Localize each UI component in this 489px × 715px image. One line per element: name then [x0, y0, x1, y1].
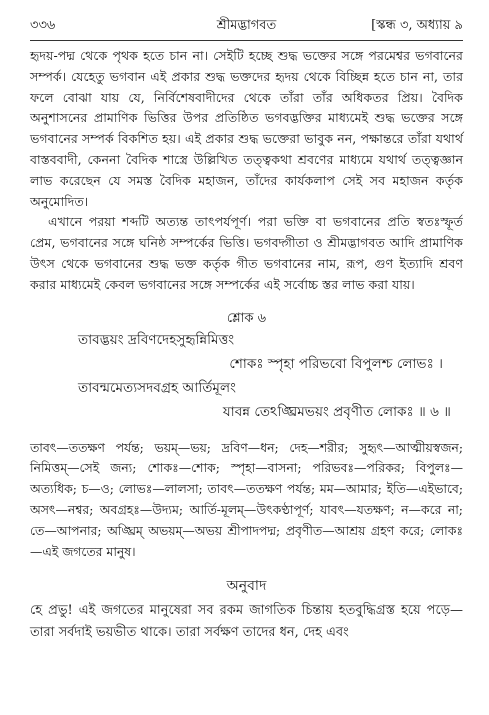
- page-number: ৩৩৬: [30, 17, 56, 33]
- verse-line: তাবদ্ভয়ং দ্রবিণদেহসুহৃন্নিমিত্তং: [78, 331, 235, 348]
- sloka-number: শ্লোক ৬: [226, 310, 267, 326]
- chapter-reference: [স্কন্ধ ৩, অধ্যায় ৯: [371, 17, 463, 33]
- page-header: [30, 16, 463, 36]
- verse-line: তাবন্মমেত্যসদবগ্রহ আর্তিমূলং: [78, 379, 236, 396]
- page-body: [30, 46, 463, 644]
- sloka-verse: [30, 328, 463, 424]
- book-title: শ্রীমদ্ভাগবত: [216, 18, 277, 33]
- verse-line: শোকঃ স্পৃহা পরিভবো বিপুলশ্চ লোভঃ ।: [229, 355, 443, 372]
- word-meanings: তাবৎ—ততক্ষণ পর্যন্ত; ভয়ম্—ভয়; দ্রবিণ—ধন; দেহ—শরীর; সুহৃৎ—আত্মীয়স্বজন; নিমিত্তম্—সেই জন্য; শোকঃ—শোক; স্পৃহা—বাসনা; পরিভবঃ—পরিকর; বিপুলঃ—অত্যধিক; চ—ও; লোভঃ—লালসা; তাবৎ—ততক্ষণ পর্যন্ত; মম—আমার; ইতি—এইভাবে; অসৎ—নশ্বর; অবগ্রহঃ—উদ্যম; আর্তি-মূলম্—উৎকণ্ঠাপূর্ণ; যাবৎ—যতক্ষণ; ন—করে না; তে—আপনার; অঙ্ঘ্রিম্ অভয়ম্—অভয় শ্রীপাদপদ্ম; প্রবৃণীত—আশ্রয় গ্রহণ করে; লোকঃ—এই জগতের মানুষ।: [30, 439, 463, 559]
- verse-line: যাবন্ন তেঽঙ্ঘ্রিমভয়ং প্রবৃণীত লোকঃ ॥ ৬ ॥: [222, 403, 451, 420]
- header-rule: [30, 40, 463, 41]
- purport-paragraph: এখানে পরয়া শব্দটি অত্যন্ত তাৎপর্যপূর্ণ। পরা ভক্তি বা ভগবানের প্রতি স্বতঃস্ফূর্ত প্রেম, ভগবানের সঙ্গে ঘনিষ্ঠ সম্পর্কের ভিত্তি। ভগবদ্গীতা ও শ্রীমদ্ভাগবত আদি প্রামাণিক উৎস থেকে ভগবানের শুদ্ধ ভক্ত কর্তৃক গীত ভগবানের নাম, রূপ, গুণ ইত্যাদি শ্রবণ করার মাধ্যমেই কেবল ভগবানের সঙ্গে সম্পর্কের এই সর্বোচ্চ স্তর লাভ করা যায়।: [30, 214, 463, 292]
- purport-paragraph: হৃদয়-পদ্ম থেকে পৃথক হতে চান না। সেইটি হচ্ছে শুদ্ধ ভক্তের সঙ্গে পরমেশ্বর ভগবানের সম্পর্ক। যেহেতু ভগবান এই প্রকার শুদ্ধ ভক্তদের হৃদয় থেকে বিচ্ছিন্ন হতে চান না, তার ফলে বোঝা যায় যে, নির্বিশেষবাদীদের থেকে তাঁরা তাঁর অধিকতর প্রিয়। বৈদিক অনুশাসনের প্রামাণিক ভিত্তির উপর প্রতিষ্ঠিত ভগবদ্ভক্তির মাধ্যমেই শুদ্ধ ভক্তের সঙ্গে ভগবানের সম্পর্ক বিকশিত হয়। এই প্রকার শুদ্ধ ভক্তেরা ভাবুক নন, পক্ষান্তরে তাঁরা যথার্থ বাস্তববাদী, কেননা বৈদিক শাস্ত্রে উল্লিখিত তত্ত্বকথা শ্রবণের মাধ্যমে যথার্থ তত্ত্বজ্ঞান লাভ করেছেন যে সমস্ত বৈদিক মহাজন, তাঁদের কার্যকলাপ সেই সব মহাজন কর্তৃক অনুমোদিত।: [30, 48, 464, 209]
- translation-heading: অনুবাদ: [226, 578, 267, 595]
- translation-text: হে প্রভু! এই জগতের মানুষেরা সব রকম জাগতিক চিন্তায় হতবুদ্ধিগ্রস্ত হয়ে পড়ে—তারা সর্বদাই ভয়ভীত থাকে। তারা সর্বক্ষণ তাদের ধন, দেহ এবং: [30, 603, 463, 641]
